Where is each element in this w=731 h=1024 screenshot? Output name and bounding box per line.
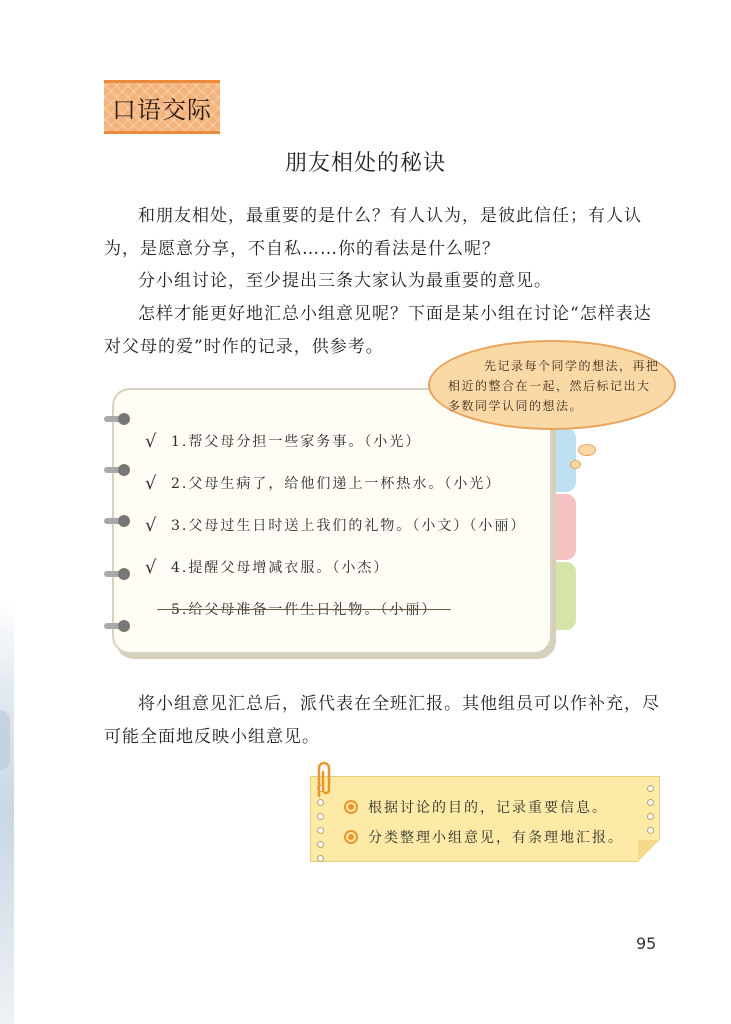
circle-bullet-icon <box>344 830 358 844</box>
paragraph-2: 分小组讨论，至少提出三条大家认为最重要的意见。 <box>138 271 552 291</box>
paragraph-3: 怎样才能更好地汇总小组意见呢？下面是某小组在讨论“怎样表达对父母的爱”时作的记录，供参考。 <box>104 304 652 357</box>
page-number: 95 <box>636 934 657 953</box>
record-item-text: 1.帮父母分担一些家务事。（小光） <box>171 434 422 450</box>
tip-item <box>344 822 624 852</box>
tips-list <box>344 792 624 852</box>
notebook-tab-green <box>550 562 576 630</box>
spiral-ring <box>104 515 132 527</box>
circle-bullet-icon <box>344 800 358 814</box>
notebook-tab-pink <box>550 494 576 560</box>
spiral-ring <box>104 620 132 632</box>
record-item-text: 4.提醒父母增减衣服。（小杰） <box>171 560 390 576</box>
left-decorative-strip <box>0 600 14 1024</box>
paper-clip-icon <box>312 760 334 800</box>
record-item-struck <box>145 588 545 630</box>
page-title: 朋友相处的秘诀 <box>284 151 446 176</box>
record-item <box>145 420 545 462</box>
binder-holes <box>647 785 653 869</box>
record-item-text: 3.父母过生日时送上我们的礼物。（小文）（小丽） <box>171 518 527 534</box>
paragraph-1: 和朋友相处，最重要的是什么？有人认为，是彼此信任；有人认为，是愿意分享，不自私……你的看法是什么呢？ <box>104 206 642 259</box>
tip-text: 根据讨论的目的，记录重要信息。 <box>368 800 608 816</box>
tip-item <box>344 792 624 822</box>
record-item-text: 2.父母生病了，给他们递上一杯热水。（小光） <box>171 476 502 492</box>
record-item <box>145 546 545 588</box>
spiral-ring <box>104 568 132 580</box>
record-item <box>145 504 545 546</box>
check-mark-icon: √ <box>145 514 159 536</box>
spiral-ring <box>104 464 132 476</box>
record-item <box>145 462 545 504</box>
record-item-text: 5.给父母准备一件生日礼物。（小丽） <box>171 599 437 619</box>
paragraph-4: 将小组意见汇总后，派代表在全班汇报。其他组员可以作补充，尽可能全面地反映小组意见。 <box>104 694 660 747</box>
thought-bubble-dot <box>570 460 581 469</box>
spiral-ring <box>104 413 132 425</box>
tip-text: 分类整理小组意见，有条理地汇报。 <box>368 830 624 846</box>
thought-bubble-dot <box>578 444 596 456</box>
section-tag: 口语交际 <box>104 80 220 134</box>
record-list <box>145 420 545 630</box>
thought-bubble-text: 先记录每个同学的想法，再把相近的整合在一起，然后标记出大多数同学认同的想法。 <box>448 359 660 413</box>
check-mark-icon: √ <box>145 556 159 578</box>
check-mark-icon: √ <box>145 430 159 452</box>
check-mark-icon: √ <box>145 472 159 494</box>
